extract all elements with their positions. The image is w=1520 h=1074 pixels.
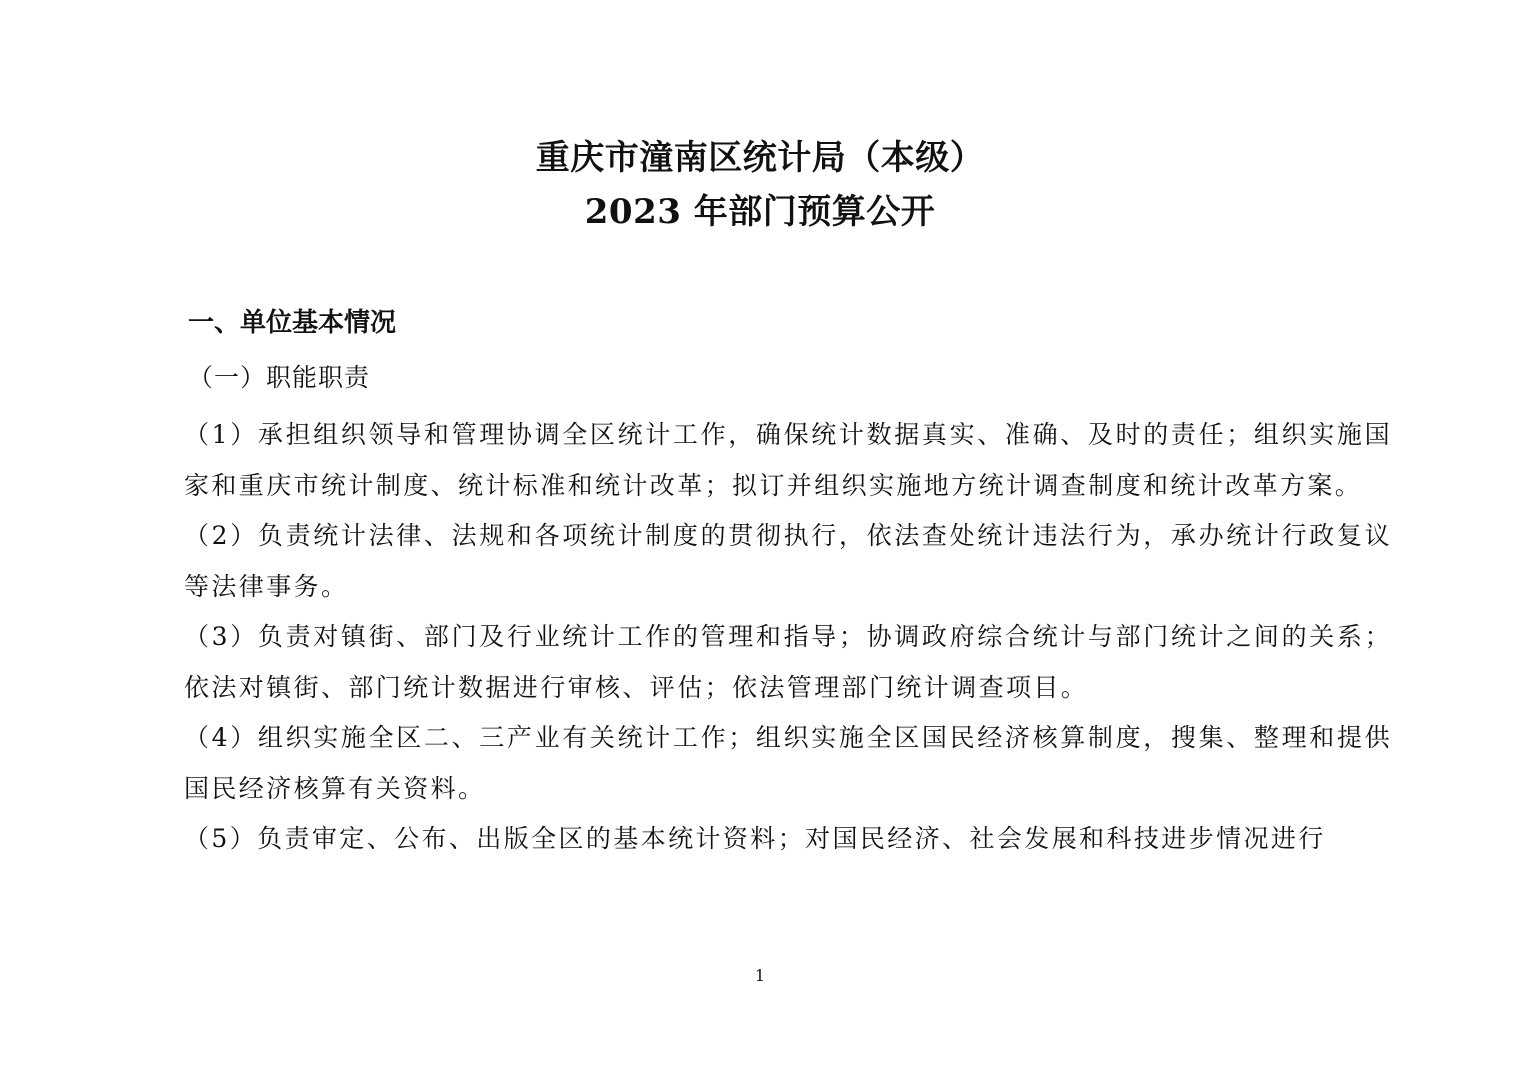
- subsection-heading: （一）职能职责: [188, 363, 371, 392]
- paragraph-4: （4）组织实施全区二、三产业有关统计工作；组织实施全区国民经济核算制度，搜集、整理和提供国民经济核算有关资料。: [184, 723, 1392, 803]
- paragraph-3: （3）负责对镇街、部门及行业统计工作的管理和指导；协调政府综合统计与部门统计之间的关系；依法对镇街、部门统计数据进行审核、评估；依法管理部门统计调查项目。: [184, 622, 1392, 702]
- page-number: 1: [754, 966, 766, 985]
- paragraph-2: （2）负责统计法律、法规和各项统计制度的贯彻执行，依法查处统计违法行为，承办统计行政复议等法律事务。: [184, 521, 1392, 601]
- section-heading: 一、单位基本情况: [188, 308, 397, 338]
- paragraph-1: （1）承担组织领导和管理协调全区统计工作，确保统计数据真实、准确、及时的责任；组织实施国家和重庆市统计制度、统计标准和统计改革；拟订并组织实施地方统计调查制度和统计改革方案。: [184, 420, 1392, 500]
- document-title-line2: 2023 年部门预算公开: [584, 192, 936, 232]
- document-body: [184, 410, 1392, 865]
- document-title-line1: 重庆市潼南区统计局（本级）: [535, 138, 985, 178]
- paragraph-5: （5）负责审定、公布、出版全区的基本统计资料；对国民经济、社会发展和科技进步情况进行: [184, 824, 1326, 853]
